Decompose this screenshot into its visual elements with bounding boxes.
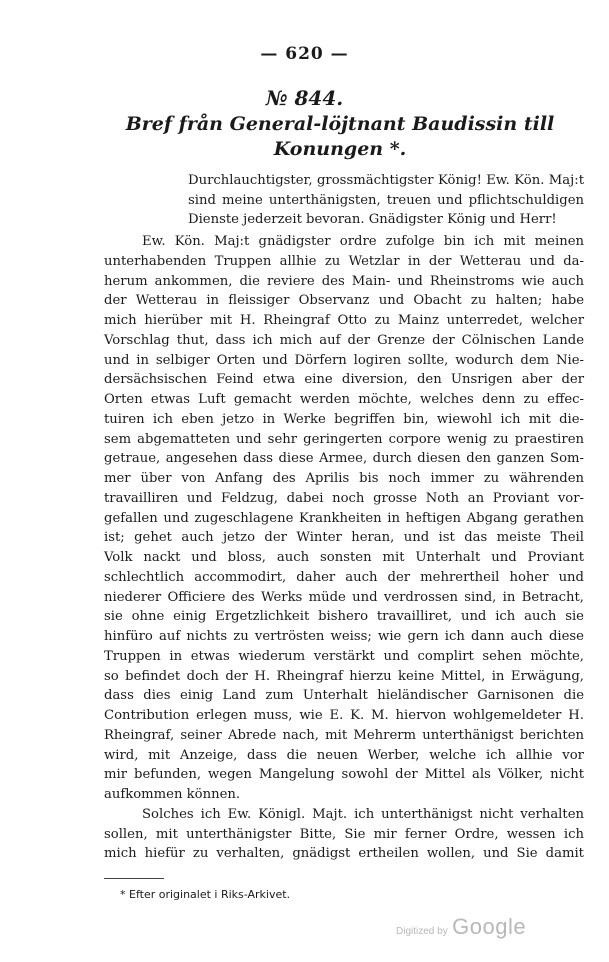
- body-line: Rheingraf, seiner Abrede nach, mit Mehrerm unterthänigst berichten: [104, 727, 584, 743]
- document-title: Bref från General-löjtnant Baudissin till Konungen *.: [125, 113, 555, 160]
- body-line: Volk nackt und bloss, auch sonsten mit Unterhalt und Proviant: [104, 550, 584, 565]
- body-line: der Wetterau in fleissiger Observanz und Obacht zu halten; habe: [104, 293, 584, 309]
- body-line: Solches ich Ew. Königl. Majt. ich unterthänigst nicht verhalten: [142, 806, 584, 822]
- body-line: niederer Officiere des Werks müde und verdrossen sind, in Betracht,: [104, 589, 584, 605]
- body-line: getraue, angesehen dass diese Armee, durch diesen den ganzen Som-: [104, 451, 584, 467]
- body-line: mich hierüber mit H. Rheingraf Otto zu Mainz unterredet, welcher: [104, 313, 584, 328]
- watermark-brand: Google: [452, 914, 527, 939]
- body-line: aufkommen können.: [104, 787, 241, 802]
- digitization-watermark: [396, 914, 526, 940]
- body-line: ist; gehet auch jetzo der Winter heran, und ist das meiste Theil: [104, 530, 584, 546]
- body-line: Contribution erlegen muss, wie E. K. M. hiervon wohlgemeldeter H.: [104, 708, 584, 723]
- body-line: Truppen in etwas wiederum verstärkt und complirt sehen möchte,: [104, 648, 584, 664]
- body-line: und in selbiger Orten und Dörfern logiren sollte, wodurch dem Nie-: [104, 352, 584, 368]
- body-line: sem abgematteten und sehr geringerten corpore wenig zu praestiren: [104, 431, 584, 447]
- body-line: so befindet doch der H. Rheingraf hierzu keine Mittel, in Erwägung,: [104, 668, 584, 684]
- body-line: mer über von Anfang des Aprilis bis noch immer zu währenden: [104, 471, 584, 486]
- body-line: tuiren ich eben jetzo in Werke begriffen bin, wiewohl ich mit die-: [104, 411, 584, 427]
- body-line: dass dies einig Land zum Unterhalt hieländischer Garnisonen die: [104, 688, 584, 704]
- body-line: dersächsischen Feind etwa eine diversion, den Unsrigen aber der: [104, 372, 584, 388]
- salutation-text: Durchlauchtigster, grossmächtigster König! Ew. Kön. Maj:t sind meine unterthänigsten, treuen und pflichtschuldigen Dienste jederzeit bevoran. Gnädigster König und Herr!: [188, 173, 584, 228]
- page-number: — 620 —: [260, 44, 349, 64]
- body-line: schlechtlich accommodirt, daher auch der mehrertheil hoher und: [104, 569, 584, 585]
- body-line: Orten etwas Luft gemacht werden möchte, welches denn zu effec-: [104, 392, 584, 407]
- body-line: gefallen und zugeschlagene Krankheiten in heftigen Abgang gerathen: [104, 510, 584, 526]
- body-line: hinfüro auf nichts zu vertrösten weiss; wie gern ich dann auch diese: [104, 629, 584, 644]
- letter-body: [104, 232, 584, 864]
- salutation-block: [188, 171, 584, 230]
- body-line: mir befunden, wegen Mangelung sowohl der Mittel als Völker, nicht: [104, 767, 584, 783]
- body-line: sie ohne einig Ergetzlichkeit bishero travailliret, und ich auch sie: [104, 609, 584, 625]
- document-number: № 844.: [265, 86, 344, 110]
- watermark-prefix: Digitized by: [396, 926, 448, 937]
- body-line: Vorschlag thut, dass ich mich auf der Grenze der Cölnischen Lande: [104, 332, 584, 348]
- footnote-rule: [104, 878, 164, 879]
- body-line: wird, mit Anzeige, dass die neuen Werber, welche ich allhie vor: [104, 747, 584, 763]
- body-line: unterhabenden Truppen allhie zu Wetzlar in der Wetterau und da-: [104, 253, 584, 269]
- body-line: Ew. Kön. Maj:t gnädigster ordre zufolge bin ich mit meinen: [142, 234, 584, 249]
- body-line: mich hiefür zu verhalten, gnädigst ertheilen wollen, und Sie damit: [104, 846, 584, 862]
- body-line: sollen, mit unterthänigster Bitte, Sie mir ferner Ordre, wessen ich: [104, 826, 584, 842]
- body-line: herum ankommen, die reviere des Main- und Rheinstroms wie auch: [104, 273, 584, 289]
- footnote: * Efter originalet i Riks-Arkivet.: [120, 888, 291, 901]
- body-line: travailliren und Feldzug, dabei noch grosse Noth an Proviant vor-: [104, 490, 584, 506]
